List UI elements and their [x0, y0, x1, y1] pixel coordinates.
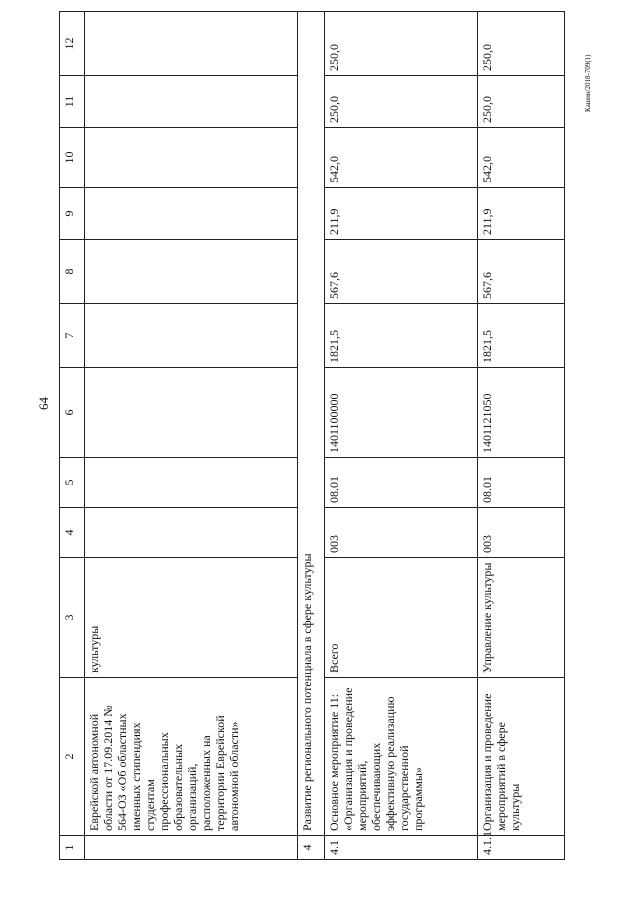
cell-year-value: 542,0: [325, 128, 478, 188]
cell-year-value: [85, 12, 298, 76]
cell-total: [85, 304, 298, 368]
cell-grbs: 003: [325, 508, 478, 558]
header-cell: 11: [60, 76, 85, 128]
header-cell: 10: [60, 128, 85, 188]
header-cell: 9: [60, 188, 85, 240]
cell-target: 1401100000: [325, 368, 478, 458]
table-row: [85, 12, 298, 860]
header-cell: 12: [60, 12, 85, 76]
cell-grbs: 003: [478, 508, 565, 558]
section-row: [298, 12, 325, 860]
table-row: [478, 12, 565, 860]
cell-section: 08.01: [325, 458, 478, 508]
cell-description: Еврейской автономной области от 17.09.2014 № 564-ОЗ «Об областных именных стипендиях студентам профессиональных образовательных организаций, расположенных на территории Еврейской автономной области»: [85, 678, 298, 836]
cell-grbs: [85, 508, 298, 558]
header-cell: 4: [60, 508, 85, 558]
cell-number: 4.1: [325, 836, 478, 860]
cell-executor: культуры: [85, 558, 298, 678]
budget-table: [59, 11, 565, 860]
cell-year-value: 250,0: [325, 12, 478, 76]
header-cell: 5: [60, 458, 85, 508]
cell-target: [85, 368, 298, 458]
cell-year-value: 211,9: [478, 188, 565, 240]
cell-year-value: [85, 240, 298, 304]
cell-total: 1821,5: [325, 304, 478, 368]
header-cell: 3: [60, 558, 85, 678]
header-cell: 6: [60, 368, 85, 458]
section-number: 4: [298, 836, 325, 860]
cell-target: 1401121050: [478, 368, 565, 458]
cell-total: 1821,5: [478, 304, 565, 368]
cell-year-value: 250,0: [325, 76, 478, 128]
cell-year-value: [85, 188, 298, 240]
cell-year-value: [85, 76, 298, 128]
cell-year-value: 250,0: [478, 12, 565, 76]
header-cell: 7: [60, 304, 85, 368]
cell-year-value: 567,6: [478, 240, 565, 304]
document-code: Кашин/2018-709(1): [584, 54, 592, 112]
cell-executor: Управление культуры: [478, 558, 565, 678]
header-cell: 2: [60, 678, 85, 836]
page-number: 64: [36, 397, 51, 410]
cell-year-value: 250,0: [478, 76, 565, 128]
cell-section: 08.01: [478, 458, 565, 508]
cell-year-value: [85, 128, 298, 188]
cell-executor: Всего: [325, 558, 478, 678]
header-row: [60, 12, 85, 860]
rotated-table-container: [59, 12, 564, 860]
cell-year-value: 567,6: [325, 240, 478, 304]
cell-description: Основное мероприятие 11: «Организация и проведение мероприятий, обеспечивающих эффективную реализацию государственной программы»: [325, 678, 478, 836]
cell-number: [85, 836, 298, 860]
section-title: Развитие регионального потенциала в сфере культуры: [298, 12, 325, 836]
cell-year-value: 542,0: [478, 128, 565, 188]
header-cell: 1: [60, 836, 85, 860]
cell-section: [85, 458, 298, 508]
header-cell: 8: [60, 240, 85, 304]
cell-number: 4.1.1: [478, 836, 565, 860]
cell-year-value: 211,9: [325, 188, 478, 240]
table-row: [325, 12, 478, 860]
cell-description: Организация и проведение мероприятий в сфере культуры: [478, 678, 565, 836]
